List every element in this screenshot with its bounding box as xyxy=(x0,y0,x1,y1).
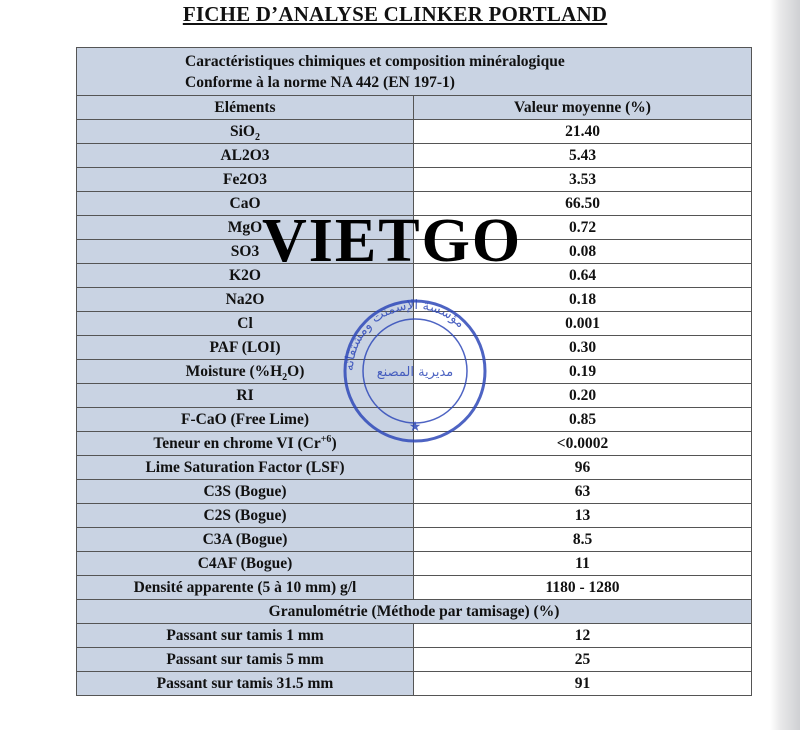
table-row xyxy=(77,552,752,576)
chem-section-norm: Conforme à la norme NA 442 (EN 197-1) xyxy=(185,73,455,91)
element-cell: K2O xyxy=(77,264,414,288)
element-cell: AL2O3 xyxy=(77,144,414,168)
element-cell: SiO$_2$ xyxy=(77,120,414,144)
table-row xyxy=(77,480,752,504)
element-cell: PAF (LOI) xyxy=(77,336,414,360)
element-cell: C3S (Bogue) xyxy=(77,480,414,504)
value-cell: 8.5 xyxy=(414,528,752,552)
chem-section-cell xyxy=(77,48,752,96)
element-cell: Cl xyxy=(77,312,414,336)
watermark-text: VIETGO xyxy=(262,207,523,275)
table-row xyxy=(77,216,752,240)
analysis-table-body xyxy=(77,48,752,696)
table-row xyxy=(77,504,752,528)
chem-section-header xyxy=(77,48,752,96)
table-row xyxy=(77,288,752,312)
value-cell: 0.08 xyxy=(414,240,752,264)
analysis-table xyxy=(76,47,752,696)
value-cell: 66.50 xyxy=(414,192,752,216)
element-cell: Densité apparente (5 à 10 mm) g/l xyxy=(77,576,414,600)
element-cell: C4AF (Bogue) xyxy=(77,552,414,576)
column-header-row xyxy=(77,96,752,120)
element-cell: Na2O xyxy=(77,288,414,312)
stamp-star-icon: ★ xyxy=(408,419,422,435)
value-cell: 96 xyxy=(414,456,752,480)
element-cell: C3A (Bogue) xyxy=(77,528,414,552)
element-cell: CaO xyxy=(77,192,414,216)
element-cell: Moisture $(\%H_2O)$ xyxy=(77,360,414,384)
page-edge-shadow xyxy=(770,0,800,730)
value-cell: 3.53 xyxy=(414,168,752,192)
value-cell: 91 xyxy=(414,672,752,696)
table-row xyxy=(77,240,752,264)
column-header-value: Valeur moyenne (%) xyxy=(414,96,752,120)
stamp-inner-text: مديرية المصنع xyxy=(376,365,454,380)
table-row xyxy=(77,120,752,144)
element-cell: Passant sur tamis 31.5 mm xyxy=(77,672,414,696)
table-row xyxy=(77,144,752,168)
element-cell: Passant sur tamis 1 mm xyxy=(77,624,414,648)
value-cell: 63 xyxy=(414,480,752,504)
stamp-outer-text: مؤسسة الإسمنت ومشتقاته xyxy=(341,297,468,372)
granulometry-section-header xyxy=(77,600,752,624)
value-cell: 1180 - 1280 xyxy=(414,576,752,600)
table-row xyxy=(77,360,752,384)
value-cell: 13 xyxy=(414,504,752,528)
element-cell: RI xyxy=(77,384,414,408)
value-cell: 0.20 xyxy=(414,384,752,408)
value-cell: 12 xyxy=(414,624,752,648)
value-cell: 0.64 xyxy=(414,264,752,288)
value-cell: 21.40 xyxy=(414,120,752,144)
element-cell: Teneur en chrome VI $(Cr^{+6})$ xyxy=(77,432,414,456)
element-cell: Lime Saturation Factor (LSF) xyxy=(77,456,414,480)
table-row xyxy=(77,672,752,696)
value-cell: 11 xyxy=(414,552,752,576)
table-row xyxy=(77,336,752,360)
element-cell: SO3 xyxy=(77,240,414,264)
table-row xyxy=(77,528,752,552)
value-cell: 0.72 xyxy=(414,216,752,240)
value-cell: 0.001 xyxy=(414,312,752,336)
table-row xyxy=(77,432,752,456)
chem-section-title: Caractéristiques chimiques et composition minéralogique xyxy=(185,52,565,70)
table-row xyxy=(77,408,752,432)
table-row xyxy=(77,456,752,480)
element-cell: MgO xyxy=(77,216,414,240)
element-cell: C2S (Bogue) xyxy=(77,504,414,528)
value-cell: 0.85 xyxy=(414,408,752,432)
table-row xyxy=(77,576,752,600)
value-cell: 5.43 xyxy=(414,144,752,168)
table-row xyxy=(77,624,752,648)
table-row xyxy=(77,384,752,408)
column-header-element: Eléments xyxy=(77,96,414,120)
table-row xyxy=(77,312,752,336)
table-row xyxy=(77,192,752,216)
table-row xyxy=(77,648,752,672)
value-cell: 0.18 xyxy=(414,288,752,312)
value-cell: 25 xyxy=(414,648,752,672)
granulometry-section-title: Granulométrie (Méthode par tamisage) (%) xyxy=(77,600,752,624)
value-cell: 0.30 xyxy=(414,336,752,360)
document-title: FICHE D’ANALYSE CLINKER PORTLAND xyxy=(182,2,608,26)
value-cell: <0.0002 xyxy=(414,432,752,456)
element-cell: F-CaO (Free Lime) xyxy=(77,408,414,432)
value-cell: 0.19 xyxy=(414,360,752,384)
element-cell: Passant sur tamis 5 mm xyxy=(77,648,414,672)
element-cell: Fe2O3 xyxy=(77,168,414,192)
table-row xyxy=(77,168,752,192)
table-row xyxy=(77,264,752,288)
